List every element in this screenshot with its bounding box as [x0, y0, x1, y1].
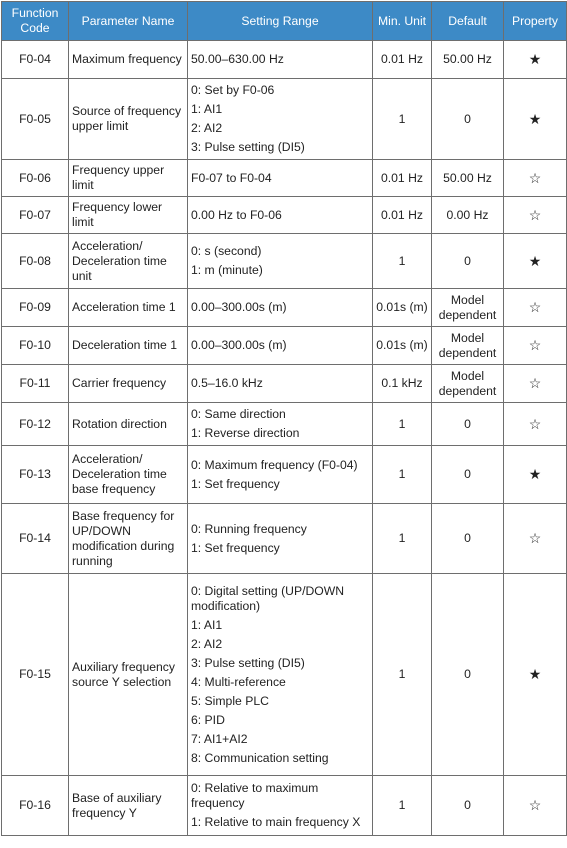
cell-code: F0-16: [2, 776, 69, 836]
table-row: [2, 41, 567, 79]
cell-default: 0: [432, 79, 504, 160]
cell-name: Acceleration/ Deceleration time unit: [69, 234, 188, 289]
cell-unit: 0.01s (m): [373, 289, 432, 327]
cell-name: Carrier frequency: [69, 365, 188, 403]
cell-property: ☆: [504, 365, 567, 403]
header-range: Setting Range: [188, 2, 373, 41]
table-row: [2, 327, 567, 365]
range-option: 0: Same direction: [191, 407, 286, 421]
header-unit: Min. Unit: [373, 2, 432, 41]
cell-property: ☆: [504, 160, 567, 197]
cell-code: F0-06: [2, 160, 69, 197]
table-row: [2, 79, 567, 160]
cell-code: F0-13: [2, 446, 69, 504]
cell-default: Model dependent: [432, 327, 504, 365]
range-option: 50.00–630.00 Hz: [191, 52, 284, 66]
range-option: 0: s (second): [191, 244, 262, 258]
cell-property: ★: [504, 79, 567, 160]
range-option: 0.00 Hz to F0-06: [191, 207, 282, 222]
cell-property: ★: [504, 574, 567, 776]
table-row: [2, 574, 567, 776]
table-row: [2, 365, 567, 403]
cell-range: [188, 289, 373, 327]
range-option: 1: Set frequency: [191, 540, 280, 555]
cell-default: 0: [432, 776, 504, 836]
cell-range: [188, 574, 373, 776]
cell-unit: 1: [373, 79, 432, 160]
cell-property: ☆: [504, 289, 567, 327]
cell-range: [188, 41, 373, 79]
cell-name: Maximum frequency: [69, 41, 188, 79]
cell-property: ★: [504, 234, 567, 289]
cell-name: Source of frequency upper limit: [69, 79, 188, 160]
range-option: 8: Communication setting: [191, 750, 329, 765]
range-option: 7: AI1+AI2: [191, 731, 248, 746]
cell-range: [188, 197, 373, 234]
cell-property: ☆: [504, 504, 567, 574]
cell-name: Auxiliary frequency source Y selection: [69, 574, 188, 776]
range-option: 3: Pulse setting (DI5): [191, 140, 305, 154]
cell-range: [188, 403, 373, 446]
table-row: [2, 234, 567, 289]
range-option: 6: PID: [191, 712, 225, 727]
cell-unit: 1: [373, 504, 432, 574]
cell-unit: 0.01 Hz: [373, 160, 432, 197]
cell-code: F0-12: [2, 403, 69, 446]
header-row: [2, 2, 567, 41]
range-option: 0: Maximum frequency (F0-04): [191, 457, 358, 472]
cell-default: 0: [432, 234, 504, 289]
header-name: Parameter Name: [69, 2, 188, 41]
cell-code: F0-10: [2, 327, 69, 365]
cell-unit: 0.01 Hz: [373, 41, 432, 79]
cell-code: F0-08: [2, 234, 69, 289]
range-option: 1: AI1: [191, 102, 223, 116]
cell-default: 0: [432, 403, 504, 446]
cell-unit: 0.01 Hz: [373, 197, 432, 234]
cell-code: F0-15: [2, 574, 69, 776]
range-option: 2: AI2: [191, 636, 223, 651]
cell-range: [188, 504, 373, 574]
cell-default: 50.00 Hz: [432, 41, 504, 79]
table-row: [2, 403, 567, 446]
range-option: 1: m (minute): [191, 263, 263, 277]
cell-code: F0-04: [2, 41, 69, 79]
cell-default: Model dependent: [432, 365, 504, 403]
table-row: [2, 446, 567, 504]
range-option: 4: Multi-reference: [191, 674, 286, 689]
cell-code: F0-09: [2, 289, 69, 327]
cell-code: F0-11: [2, 365, 69, 403]
cell-default: 0: [432, 574, 504, 776]
cell-property: ★: [504, 41, 567, 79]
cell-name: Frequency upper limit: [69, 160, 188, 197]
cell-range: [188, 365, 373, 403]
range-option: 0: Running frequency: [191, 521, 307, 536]
cell-name: Acceleration time 1: [69, 289, 188, 327]
table-row: [2, 776, 567, 836]
cell-default: 0.00 Hz: [432, 197, 504, 234]
range-option: 0: Set by F0-06: [191, 83, 275, 97]
cell-property: ☆: [504, 197, 567, 234]
header-code: Function Code: [2, 2, 69, 41]
cell-code: F0-05: [2, 79, 69, 160]
range-option: 0: Digital setting (UP/DOWN modification): [191, 583, 345, 613]
table-body: [2, 41, 567, 836]
range-option: 5: Simple PLC: [191, 693, 269, 708]
range-option: 0.5–16.0 kHz: [191, 376, 263, 390]
cell-range: [188, 446, 373, 504]
cell-property: ☆: [504, 776, 567, 836]
table-row: [2, 504, 567, 574]
cell-code: F0-07: [2, 197, 69, 234]
cell-name: Base frequency for UP/DOWN modification during running: [69, 504, 188, 574]
cell-unit: 1: [373, 776, 432, 836]
cell-name: Rotation direction: [69, 403, 188, 446]
range-option: 1: Relative to main frequency X: [191, 815, 361, 829]
cell-default: Model dependent: [432, 289, 504, 327]
cell-name: Acceleration/ Deceleration time base frequency: [69, 446, 188, 504]
header-default: Default: [432, 2, 504, 41]
cell-default: 0: [432, 504, 504, 574]
cell-range: [188, 160, 373, 197]
cell-property: ☆: [504, 327, 567, 365]
range-option: 0.00–300.00s (m): [191, 300, 287, 314]
cell-unit: 1: [373, 403, 432, 446]
table-row: [2, 197, 567, 234]
cell-unit: 0.1 kHz: [373, 365, 432, 403]
cell-unit: 1: [373, 574, 432, 776]
range-option: 0.00–300.00s (m): [191, 338, 287, 352]
cell-unit: 1: [373, 234, 432, 289]
cell-range: [188, 79, 373, 160]
cell-property: ☆: [504, 403, 567, 446]
range-option: 3: Pulse setting (DI5): [191, 655, 305, 670]
cell-name: Base of auxiliary frequency Y: [69, 776, 188, 836]
cell-range: [188, 234, 373, 289]
header-property: Property: [504, 2, 567, 41]
range-option: 2: AI2: [191, 121, 223, 135]
range-option: 1: Set frequency: [191, 476, 280, 491]
table-row: [2, 289, 567, 327]
range-option: 1: AI1: [191, 617, 223, 632]
range-option: F0-07 to F0-04: [191, 170, 272, 185]
parameter-table: [1, 1, 567, 836]
cell-unit: 0.01s (m): [373, 327, 432, 365]
range-option: 1: Reverse direction: [191, 426, 300, 440]
range-option: 0: Relative to maximum frequency: [191, 781, 319, 810]
cell-range: [188, 327, 373, 365]
cell-range: [188, 776, 373, 836]
cell-default: 0: [432, 446, 504, 504]
cell-name: Deceleration time 1: [69, 327, 188, 365]
cell-property: ★: [504, 446, 567, 504]
cell-unit: 1: [373, 446, 432, 504]
cell-default: 50.00 Hz: [432, 160, 504, 197]
cell-code: F0-14: [2, 504, 69, 574]
cell-name: Frequency lower limit: [69, 197, 188, 234]
table-row: [2, 160, 567, 197]
